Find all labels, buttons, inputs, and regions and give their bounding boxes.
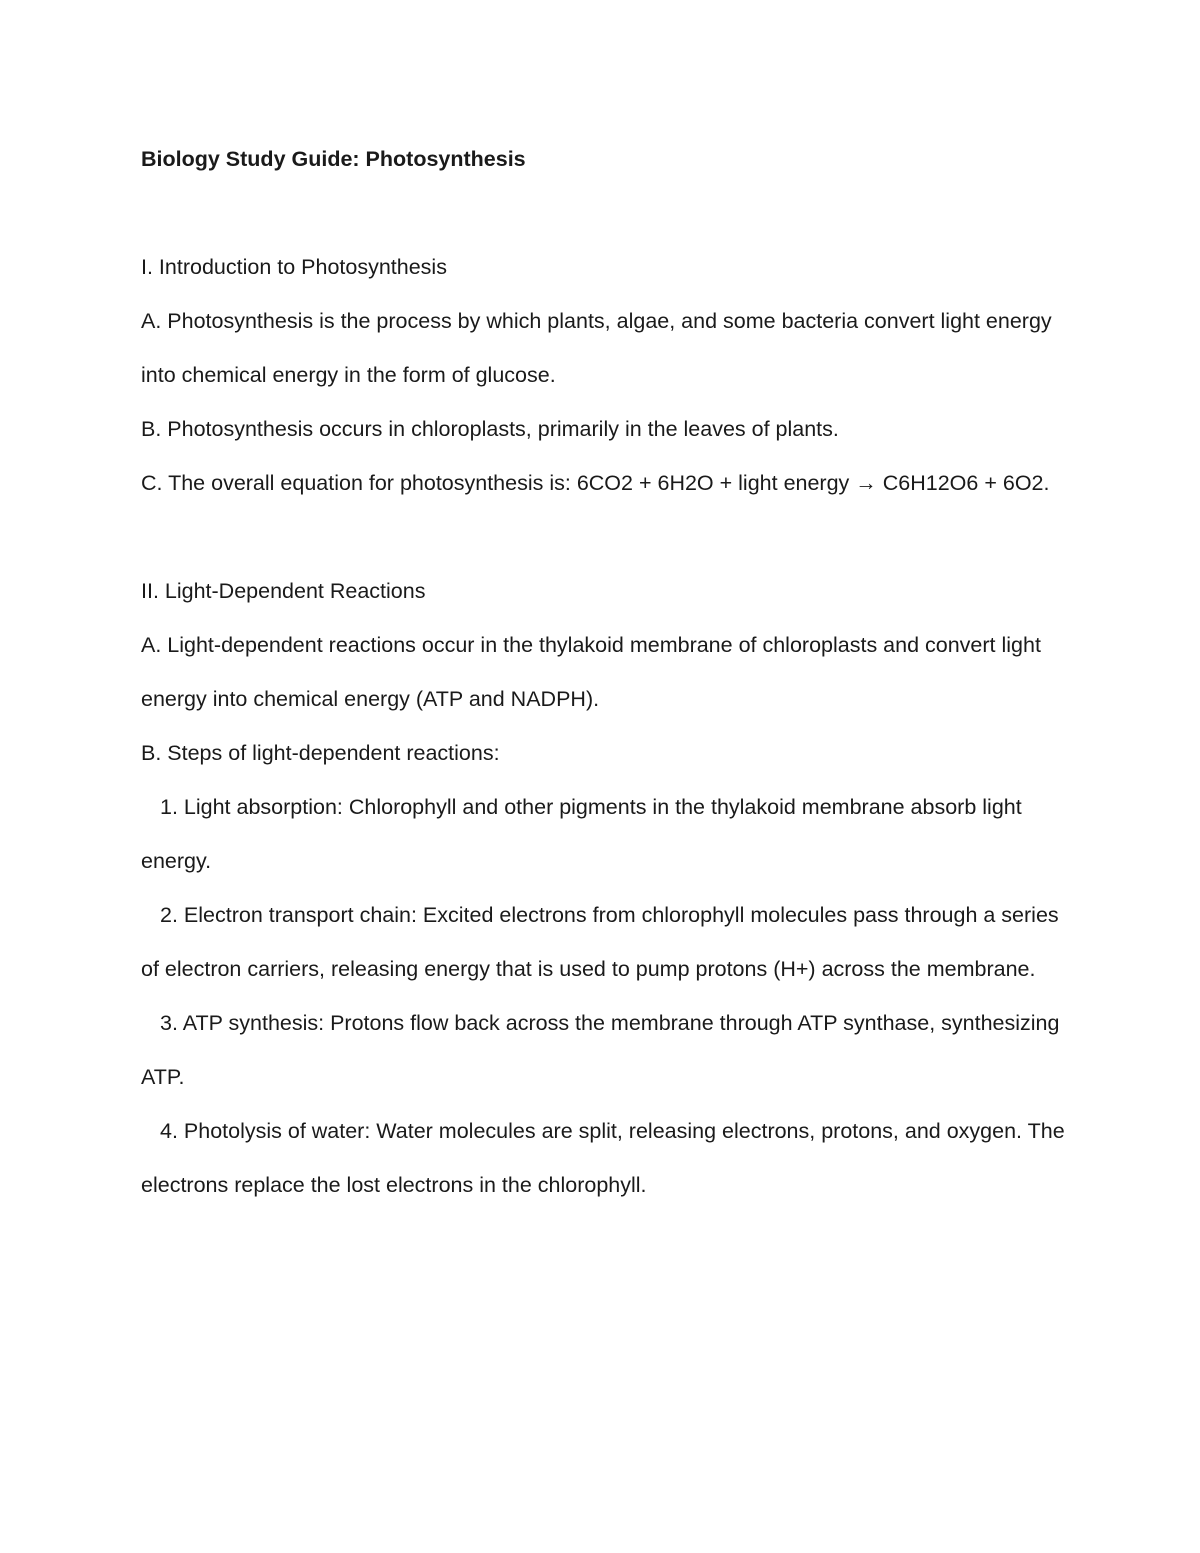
step-item: 2. Electron transport chain: Excited electrons from chlorophyll molecules pass through a series of electron carriers, releasing energy that is used to pump protons (H+) across the membrane. (141, 903, 1059, 981)
spacer (141, 186, 1066, 240)
step-item: 4. Photolysis of water: Water molecules are split, releasing electrons, protons, and oxygen. The electrons replace the lost electrons in the chlorophyll. (141, 1119, 1065, 1197)
step-item: 3. ATP synthesis: Protons flow back across the membrane through ATP synthase, synthesizing ATP. (141, 1011, 1060, 1089)
section-heading: II. Light-Dependent Reactions (141, 579, 426, 603)
section-heading: I. Introduction to Photosynthesis (141, 255, 447, 279)
step-item: 1. Light absorption: Chlorophyll and other pigments in the thylakoid membrane absorb light energy. (141, 795, 1022, 873)
document-body (141, 132, 1066, 1212)
paragraph: B. Steps of light-dependent reactions: (141, 741, 500, 765)
paragraph: A. Photosynthesis is the process by which plants, algae, and some bacteria convert light energy into chemical energy in the form of glucose. (141, 309, 1052, 387)
paragraph: B. Photosynthesis occurs in chloroplasts, primarily in the leaves of plants. (141, 417, 839, 441)
paragraph: A. Light-dependent reactions occur in the thylakoid membrane of chloroplasts and convert light energy into chemical energy (ATP and NADPH). (141, 633, 1041, 711)
paragraph: C. The overall equation for photosynthesis is: 6CO2 + 6H2O + light energy → C6H12O6 + 6O2. (141, 471, 1050, 495)
document-title: Biology Study Guide: Photosynthesis (141, 147, 526, 171)
spacer (141, 510, 1066, 564)
